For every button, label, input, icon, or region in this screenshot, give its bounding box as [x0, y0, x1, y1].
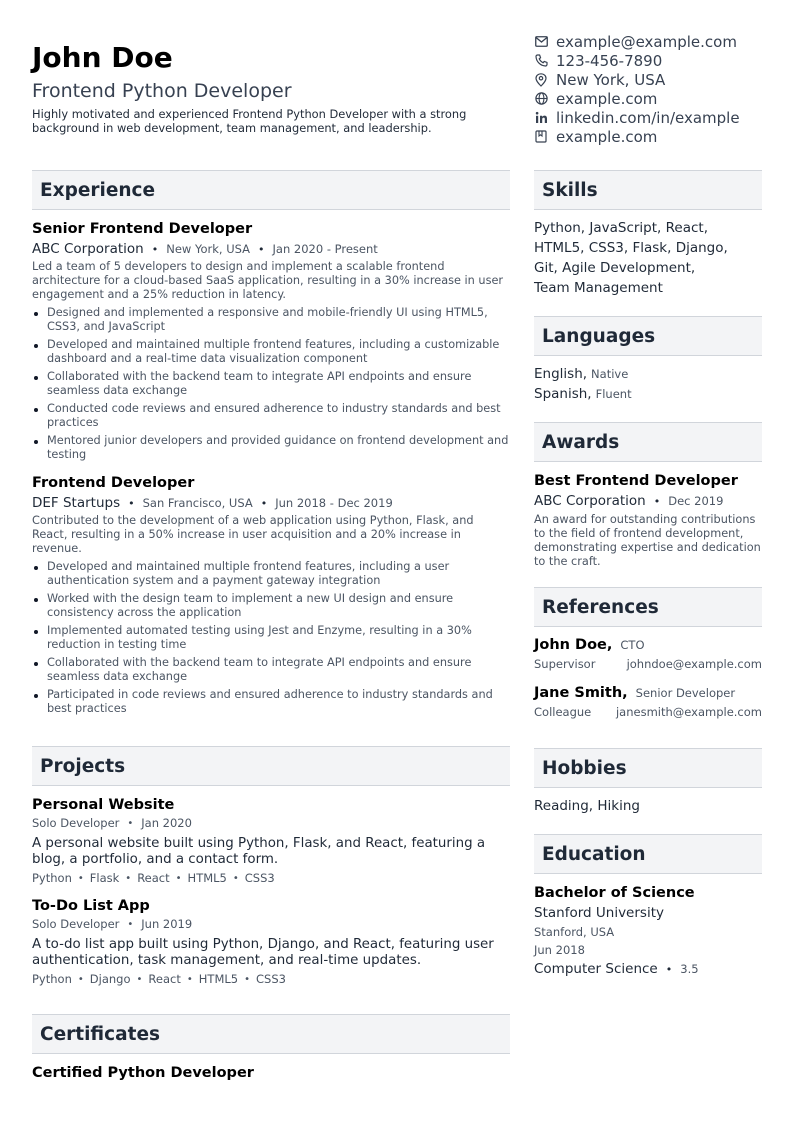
job-description: Led a team of 5 developers to design and implement a scalable frontend architecture for a cloud-based SaaS application, resulting in a 30% increase in user engagement and a 25% reduction in latency.	[32, 260, 504, 301]
certificates-section	[32, 1014, 510, 1082]
award-title: Best Frontend Developer	[534, 473, 738, 489]
education-institution: Stanford University	[534, 905, 664, 921]
hobbies-list: Reading, Hiking	[534, 798, 640, 814]
list-item: Implemented automated testing using Jest and Enzyme, resulting in a 30% reduction in testing time	[32, 624, 510, 652]
award-description: An award for outstanding contributions to the field of frontend development, demonstrating expertise and dedication to the craft.	[534, 513, 761, 568]
reference-name: John Doe,	[534, 637, 613, 653]
skills-list: Python, JavaScript, React, HTML5, CSS3, Flask, Django, Git, Agile Development, Team Management	[534, 220, 728, 296]
reference-email[interactable]: janesmith@example.com	[615, 705, 762, 719]
reference-relation: Supervisor	[534, 657, 596, 671]
section-heading: Experience	[32, 170, 510, 210]
list-item: Collaborated with the backend team to integrate API endpoints and ensure seamless data exchange	[32, 656, 510, 684]
list-item: Collaborated with the backend team to integrate API endpoints and ensure seamless data exchange	[32, 370, 510, 398]
linkedin-icon	[534, 111, 548, 125]
list-item: Designed and implemented a responsive and mobile-friendly UI using HTML5, CSS3, and JavaScript	[32, 306, 510, 334]
contact-email[interactable]: example@example.com	[534, 32, 784, 51]
contact-portfolio[interactable]: example.com	[534, 127, 784, 146]
project-tags: Python • Flask • React • HTML5 • CSS3	[32, 871, 275, 885]
job-meta: ABC Corporation • New York, USA • Jan 2020 - Present	[32, 241, 378, 257]
section-heading: Skills	[534, 170, 762, 210]
experience-section	[32, 170, 510, 720]
list-item: Mentored junior developers and provided guidance on frontend development and testing	[32, 434, 510, 462]
contact-location: New York, USA	[534, 70, 784, 89]
contact-linkedin[interactable]: linkedin.com/in/example	[534, 108, 784, 127]
job-description: Contributed to the development of a web application using Python, Flask, and React, resulting in a 50% increase in user acquisition and a 20% increase in revenue.	[32, 514, 474, 555]
hobbies-section	[534, 748, 762, 814]
project-description: A to-do list app built using Python, Django, and React, featuring user authentication, task management, and real-time updates.	[32, 937, 494, 968]
job-entry	[32, 474, 510, 716]
job-title: Frontend Developer	[32, 475, 195, 491]
projects-section	[32, 746, 510, 986]
award-entry	[534, 472, 762, 569]
project-meta: Solo Developer • Jan 2020	[32, 816, 192, 830]
contact-website[interactable]: example.com	[534, 89, 784, 108]
reference-role: Senior Developer	[635, 686, 736, 700]
certificate-name: Certified Python Developer	[32, 1065, 254, 1081]
award-meta: ABC Corporation • Dec 2019	[534, 493, 724, 509]
project-name: Personal Website	[32, 797, 175, 813]
education-date: Jun 2018	[534, 943, 585, 957]
section-heading: Projects	[32, 746, 510, 786]
job-entry	[32, 220, 510, 462]
header	[32, 40, 502, 135]
language-item: Spanish, Fluent	[534, 386, 632, 402]
reference-name: Jane Smith,	[534, 685, 628, 701]
project-tags: Python • Django • React • HTML5 • CSS3	[32, 972, 286, 986]
references-section	[534, 587, 762, 719]
list-item: Developed and maintained multiple frontend features, including a customizable dashboard and a real-time data visualization component	[32, 338, 510, 366]
education-section	[534, 834, 762, 977]
project-entry	[32, 897, 510, 986]
languages-list	[534, 364, 762, 404]
bookmark-icon	[534, 130, 548, 144]
mail-icon	[534, 35, 548, 49]
summary: Highly motivated and experienced Frontend Python Developer with a strong background in web development, team management, and leadership.	[32, 107, 467, 135]
languages-section	[534, 316, 762, 404]
education-location: Stanford, USA	[534, 925, 615, 939]
project-name: To-Do List App	[32, 898, 150, 914]
reference-role: CTO	[620, 638, 645, 652]
project-meta: Solo Developer • Jun 2019	[32, 917, 193, 931]
language-item: English, Native	[534, 366, 629, 382]
section-heading: Education	[534, 834, 762, 874]
map-pin-icon	[534, 73, 548, 87]
phone-icon	[534, 54, 548, 68]
education-entry	[534, 884, 762, 977]
section-heading: Certificates	[32, 1014, 510, 1054]
contact-list	[534, 32, 784, 146]
section-heading: Hobbies	[534, 748, 762, 788]
awards-section	[534, 422, 762, 569]
skills-section	[534, 170, 762, 298]
section-heading: Languages	[534, 316, 762, 356]
list-item: Conducted code reviews and ensured adherence to industry standards and best practices	[32, 402, 510, 430]
list-item: Developed and maintained multiple frontend features, including a user authentication system and a payment gateway integration	[32, 560, 510, 588]
list-item: Participated in code reviews and ensured adherence to industry standards and best practices	[32, 688, 510, 716]
person-name: John Doe	[32, 41, 173, 74]
job-title: Senior Frontend Developer	[32, 221, 253, 237]
list-item: Worked with the design team to implement a new UI design and ensure consistency across the application	[32, 592, 510, 620]
contact-phone[interactable]: 123-456-7890	[534, 51, 784, 70]
reference-email[interactable]: johndoe@example.com	[626, 657, 762, 671]
job-meta: DEF Startups • San Francisco, USA • Jun 2018 - Dec 2019	[32, 495, 393, 511]
reference-relation: Colleague	[534, 705, 592, 719]
education-field-row: Computer Science • 3.5	[534, 961, 699, 977]
reference-entry	[534, 637, 762, 671]
reference-entry	[534, 685, 762, 719]
globe-icon	[534, 92, 548, 106]
section-heading: Awards	[534, 422, 762, 462]
job-title: Frontend Python Developer	[32, 80, 292, 102]
project-description: A personal website built using Python, Flask, and React, featuring a blog, a portfolio, and a contact form.	[32, 836, 486, 867]
section-heading: References	[534, 587, 762, 627]
job-bullets	[32, 560, 510, 716]
job-bullets	[32, 306, 510, 462]
project-entry	[32, 796, 510, 885]
education-degree: Bachelor of Science	[534, 885, 695, 901]
